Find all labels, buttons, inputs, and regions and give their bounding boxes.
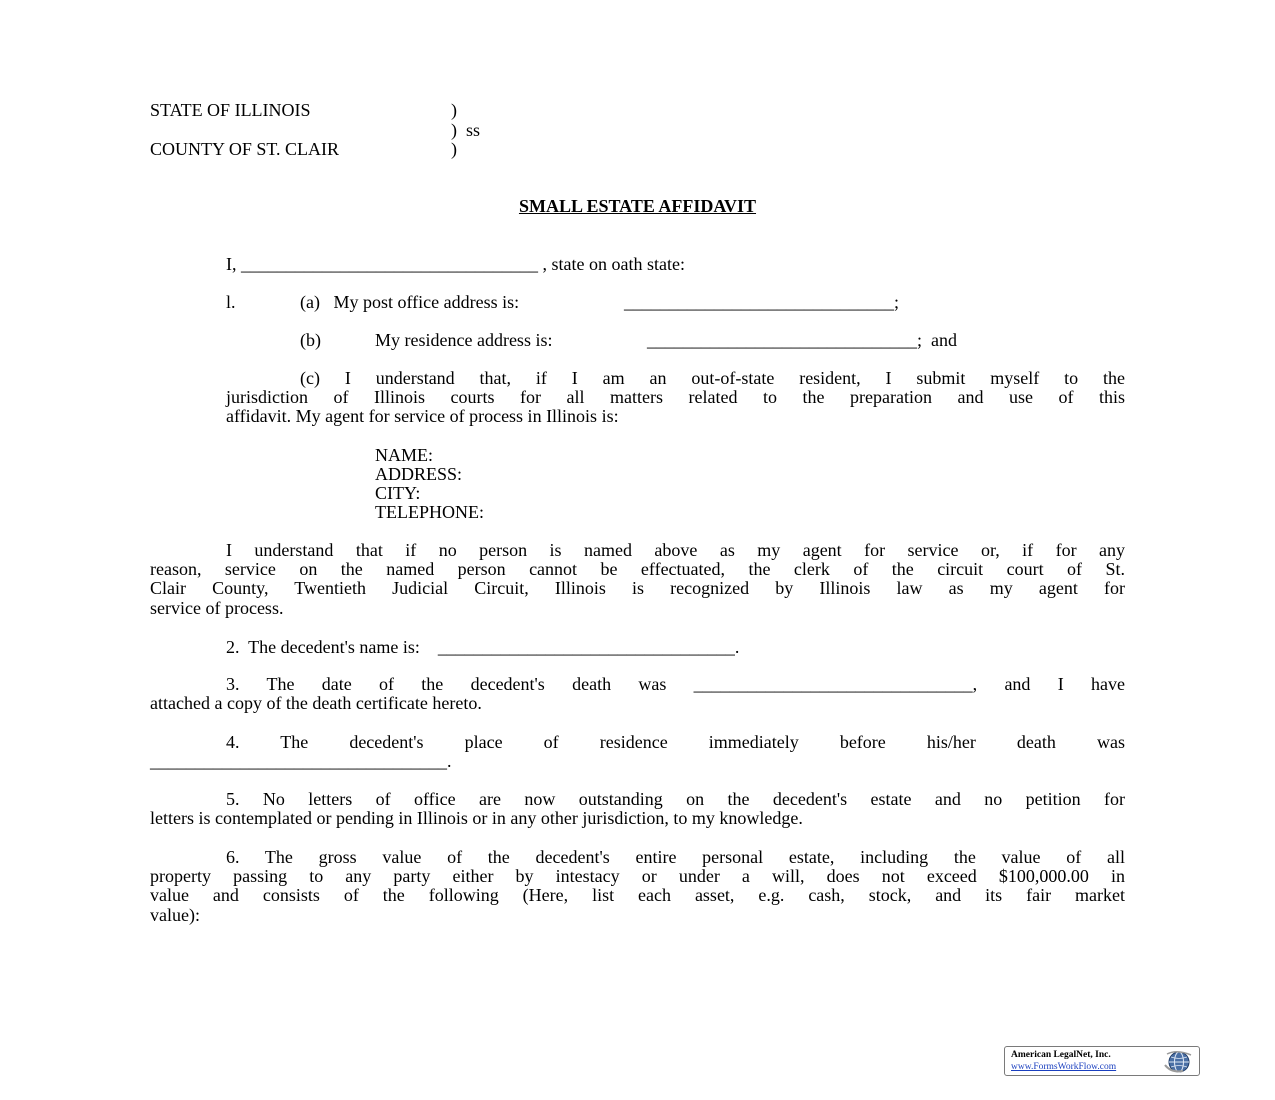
item3-line-2: attached a copy of the death certificate hereto. [150, 693, 482, 714]
item6-paragraph [150, 848, 1125, 925]
item4-line-2: _________________________________. [150, 751, 452, 772]
item1-c-line-1: (c) I understand that, if I am an out-of-state resident, I submit myself to the [300, 368, 1125, 388]
document-title: SMALL ESTATE AFFIDAVIT [518, 196, 757, 216]
item1-b-blank: ______________________________; and [647, 330, 957, 350]
county-caption: COUNTY OF ST. CLAIR [150, 139, 340, 159]
logo-url-link[interactable]: www.FormsWorkFlow.com [1011, 1062, 1117, 1072]
globe-icon [1161, 1049, 1195, 1080]
item5-line-2: letters is contemplated or pending in Illinois or in any other jurisdiction, to my knowledge. [150, 808, 803, 829]
item6-line-4: value): [150, 904, 200, 925]
agent-paragraph-line-1: I understand that if no person is named above as my agent for service or, if for any [226, 540, 1125, 560]
item3-line-1: 3. The date of the decedent's death was _______________________________, and I have [226, 674, 1125, 694]
agent-paragraph-line-2: reason, service on the named person cannot be effectuated, the clerk of the circuit court of St. [150, 559, 1125, 580]
item4-line-1: 4. The decedent's place of residence immediately before his/her death was [226, 732, 1125, 752]
agent-telephone-label: TELEPHONE: [375, 502, 484, 522]
item1-b-text: My residence address is: [375, 330, 553, 350]
item1-c-line-3: affidavit. My agent for service of process in Illinois is: [226, 406, 619, 427]
agent-paragraph [150, 541, 1125, 618]
item6-line-3: value and consists of the following (Here, list each asset, e.g. cash, stock, and its fair market [150, 885, 1125, 906]
item3-paragraph [150, 675, 1125, 713]
item1-c-line-2: jurisdiction of Illinois courts for all matters related to the preparation and use of this [226, 387, 1125, 408]
agent-name-label: NAME: [375, 445, 433, 465]
agent-address-label: ADDRESS: [375, 464, 463, 484]
logo-company-name: American LegalNet, Inc. [1011, 1050, 1111, 1060]
agent-paragraph-line-4: service of process. [150, 597, 284, 618]
footer-logo [1004, 1046, 1200, 1076]
caption-paren-bottom: ) [451, 139, 457, 159]
item4-paragraph [150, 733, 1125, 771]
item1-a-blank: ______________________________; [624, 292, 900, 312]
item5-line-1: 5. No letters of office are now outstanding on the decedent's estate and no petition for [226, 789, 1125, 809]
item1-b-label: (b) [300, 330, 321, 350]
item5-paragraph [150, 790, 1125, 828]
agent-city-label: CITY: [375, 483, 421, 503]
caption-ss: ) ss [451, 120, 481, 140]
oath-line: I, _________________________________ , state on oath state: [226, 254, 685, 274]
item1-a-label: (a) My post office address is: [300, 292, 520, 312]
agent-paragraph-line-3: Clair County, Twentieth Judicial Circuit, Illinois is recognized by Illinois law as my agent for [150, 578, 1125, 599]
item1-c-paragraph [226, 369, 1125, 427]
item6-line-2: property passing to any party either by intestacy or under a will, does not exceed $100,000.00 in [150, 866, 1125, 887]
caption-paren-top: ) [451, 100, 457, 120]
state-caption: STATE OF ILLINOIS [150, 100, 311, 120]
item6-line-1: 6. The gross value of the decedent's entire personal estate, including the value of all [226, 847, 1125, 867]
item2-decedent-name: 2. The decedent's name is: _________________________________. [226, 637, 740, 657]
item1-number: l. [226, 292, 236, 312]
